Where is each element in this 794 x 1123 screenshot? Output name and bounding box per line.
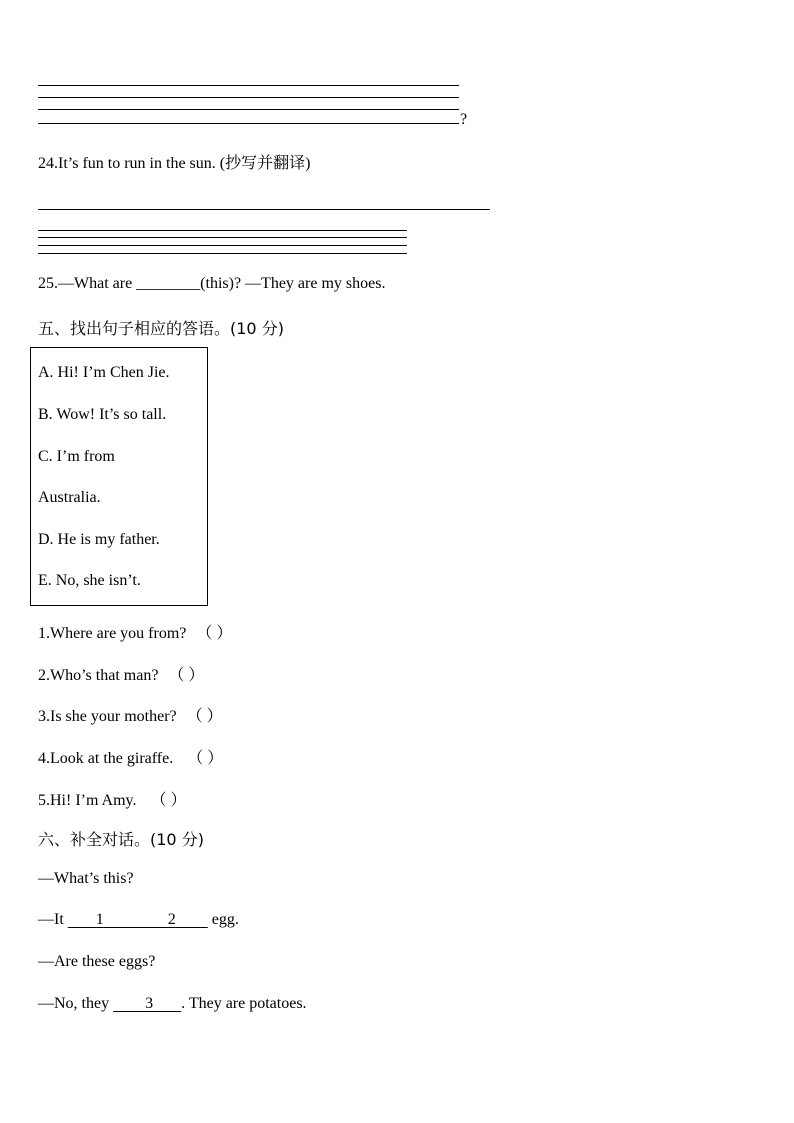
answer-line[interactable] [38, 230, 407, 231]
question-mark: ? [460, 111, 468, 128]
dialogue-text: . They are potatoes. [181, 995, 307, 1012]
match-question-3 [38, 703, 223, 726]
answer-paren[interactable]: （ ） [186, 708, 223, 725]
option-e: E. No, she isn’t. [38, 572, 141, 589]
dialogue-text: —It [38, 911, 68, 928]
match-question-2 [38, 662, 204, 685]
dialogue-line-3: —Are these eggs? [38, 953, 156, 970]
question-text: 1.Where are you from? [38, 625, 187, 642]
dialogue-text: egg. [207, 911, 239, 928]
question-text: 2.Who’s that man? [38, 667, 159, 684]
dialogue-line-1: —What’s this? [38, 870, 134, 887]
writing-line [38, 109, 459, 110]
writing-line [38, 85, 459, 86]
answer-paren[interactable]: （ ） [187, 750, 224, 767]
blank-2[interactable] [168, 911, 208, 928]
answer-line[interactable] [38, 209, 490, 210]
writing-line [38, 97, 459, 98]
section-5-title: 五、找出句子相应的答语。(10 分) [38, 319, 284, 338]
question-24: 24.It’s fun to run in the sun. (抄写并翻译) [38, 155, 311, 172]
answer-paren[interactable]: （ ） [150, 792, 187, 809]
answer-paren[interactable]: （ ） [196, 625, 233, 642]
option-b: B. Wow! It’s so tall. [38, 406, 167, 423]
answer-paren[interactable]: （ ） [168, 667, 205, 684]
question-text: 4.Look at the giraffe. [38, 750, 174, 767]
question-text: 5.Hi! I’m Amy. [38, 792, 137, 809]
dialogue-text: —No, they [38, 995, 114, 1012]
writing-line [38, 123, 459, 124]
option-c-continued: Australia. [38, 489, 101, 506]
match-question-4 [38, 745, 223, 768]
option-c: C. I’m from [38, 448, 115, 465]
dialogue-line-4 [38, 995, 307, 1013]
option-d: D. He is my father. [38, 531, 160, 548]
blank-1[interactable] [68, 911, 168, 928]
blank-3[interactable] [113, 995, 181, 1012]
blank-number: 3 [145, 995, 154, 1012]
section-6-title: 六、补全对话。(10 分) [38, 830, 204, 849]
match-question-5 [38, 787, 187, 810]
answer-line[interactable] [38, 245, 407, 246]
blank-number: 1 [95, 911, 104, 928]
options-box [30, 347, 208, 606]
option-a: A. Hi! I’m Chen Jie. [38, 364, 170, 381]
question-25: 25.—What are ________(this)? —They are my shoes. [38, 275, 386, 292]
match-question-1 [38, 620, 232, 643]
blank-number: 2 [167, 911, 176, 928]
answer-line[interactable] [38, 237, 407, 238]
question-text: 3.Is she your mother? [38, 708, 177, 725]
answer-line[interactable] [38, 253, 407, 254]
dialogue-line-2 [38, 911, 239, 929]
